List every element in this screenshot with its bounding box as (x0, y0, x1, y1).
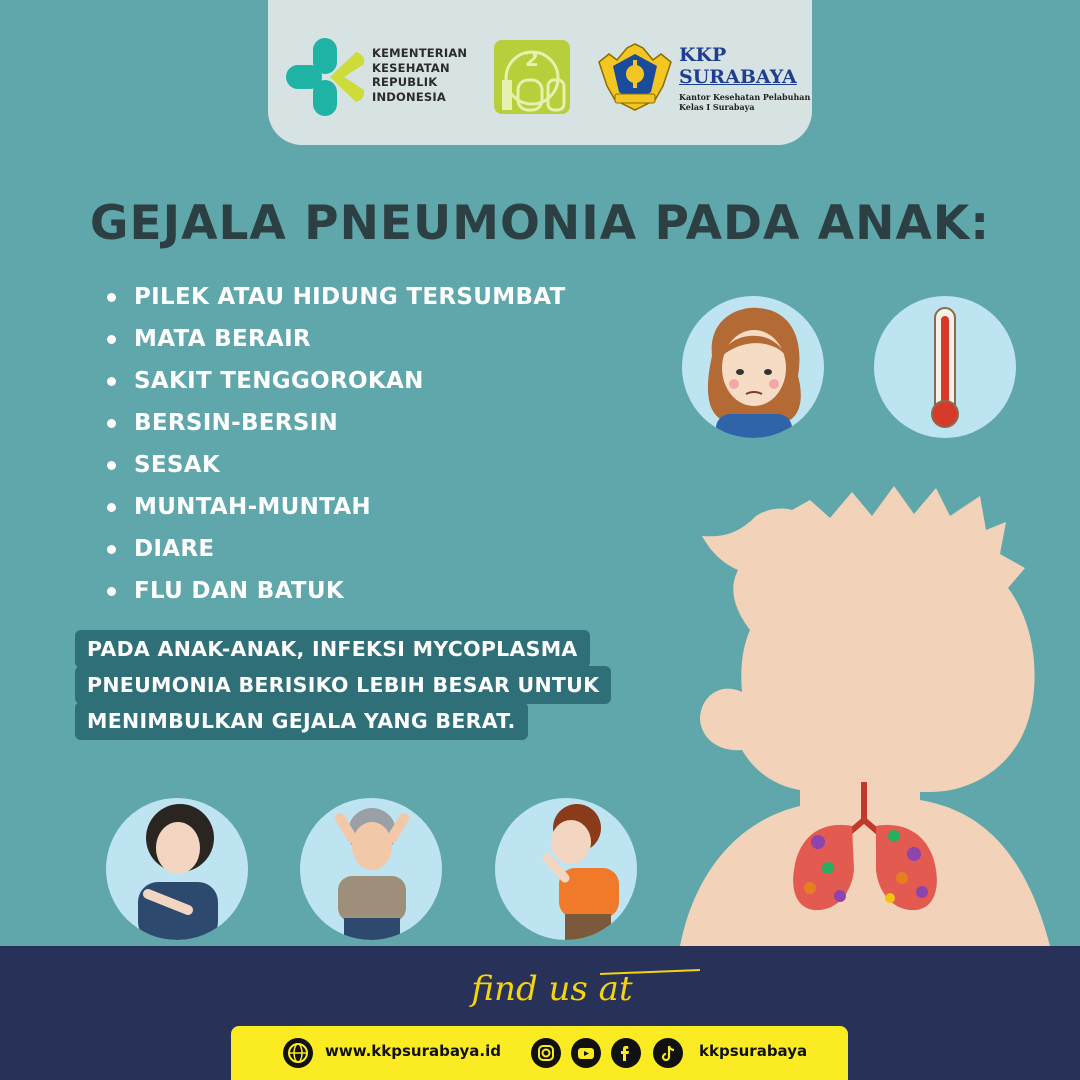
bullet-icon (107, 293, 116, 302)
bullet-icon (107, 377, 116, 386)
symptom-label: FLU DAN BATUK (134, 578, 345, 604)
website-link[interactable]: www.kkpsurabaya.id (325, 1042, 502, 1060)
symptom-label: PILEK ATAU HIDUNG TERSUMBAT (134, 284, 566, 310)
chest-pain-icon (106, 798, 248, 940)
contact-bar (231, 1026, 848, 1080)
thermometer-illustration (874, 296, 1016, 438)
kkp-subtitle (679, 92, 810, 112)
kkp-subtitle-line2: Kelas I Surabaya (679, 102, 755, 112)
list-item (104, 573, 566, 615)
page-title: GEJALA PNEUMONIA PADA ANAK: (89, 196, 991, 251)
list-item (104, 489, 566, 531)
child-silhouette-illustration (680, 470, 1080, 946)
find-us-label (0, 958, 1080, 1028)
ministry-name (372, 46, 467, 104)
note-line: MENIMBULKAN GEJALA YANG BERAT. (75, 702, 528, 740)
kkp-title-line2: SURABAYA (679, 66, 797, 88)
sick-girl-illustration (682, 296, 824, 438)
tiktok-icon[interactable] (653, 1038, 683, 1068)
list-item (104, 531, 566, 573)
bullet-icon (107, 335, 116, 344)
sick-girl-icon (682, 296, 824, 438)
bullet-icon (107, 503, 116, 512)
facebook-icon[interactable] (611, 1038, 641, 1068)
thermometer-icon (874, 296, 1016, 438)
list-item (104, 321, 566, 363)
warning-note (75, 630, 665, 738)
globe-icon (283, 1038, 313, 1068)
note-line: PNEUMONIA BERISIKO LEBIH BESAR UNTUK (75, 666, 611, 704)
symptom-label: MATA BERAIR (134, 326, 311, 352)
find-us-text: find us at (471, 969, 633, 1009)
list-item (104, 279, 566, 321)
kkp-title (679, 44, 797, 88)
ministry-line: INDONESIA (372, 89, 446, 104)
list-item (104, 405, 566, 447)
ministry-line: REPUBLIK (372, 75, 438, 89)
symptom-label: SAKIT TENGGOROKAN (134, 368, 424, 394)
chest-pain-child-illustration (106, 798, 248, 940)
bullet-icon (107, 545, 116, 554)
note-line: PADA ANAK-ANAK, INFEKSI MYCOPLASMA (75, 630, 590, 668)
kkp-title-line1: KKP (679, 44, 727, 66)
symptom-list (104, 279, 566, 615)
headache-icon (300, 798, 442, 940)
list-item (104, 447, 566, 489)
symptom-label: DIARE (134, 536, 215, 562)
headache-person-illustration (300, 798, 442, 940)
youtube-icon[interactable] (571, 1038, 601, 1068)
symptom-label: BERSIN-BERSIN (134, 410, 339, 436)
social-handle-link[interactable]: kkpsurabaya (699, 1042, 808, 1060)
list-item (104, 363, 566, 405)
symptom-label: SESAK (134, 452, 220, 478)
bullet-icon (107, 419, 116, 428)
svg-text:2: 2 (525, 47, 539, 71)
2020-logo (492, 38, 572, 116)
coughing-child-illustration (495, 798, 637, 940)
bullet-icon (107, 461, 116, 470)
kkp-subtitle-line1: Kantor Kesehatan Pelabuhan (679, 92, 811, 102)
ministry-line: KEMENTERIAN (372, 46, 468, 60)
cough-icon (495, 798, 637, 940)
instagram-icon[interactable] (531, 1038, 561, 1068)
ministry-line: KESEHATAN (372, 60, 450, 75)
symptom-label: MUNTAH-MUNTAH (134, 494, 371, 520)
kemenkes-logo (286, 38, 364, 116)
bullet-icon (107, 587, 116, 596)
kkp-emblem (597, 40, 673, 112)
